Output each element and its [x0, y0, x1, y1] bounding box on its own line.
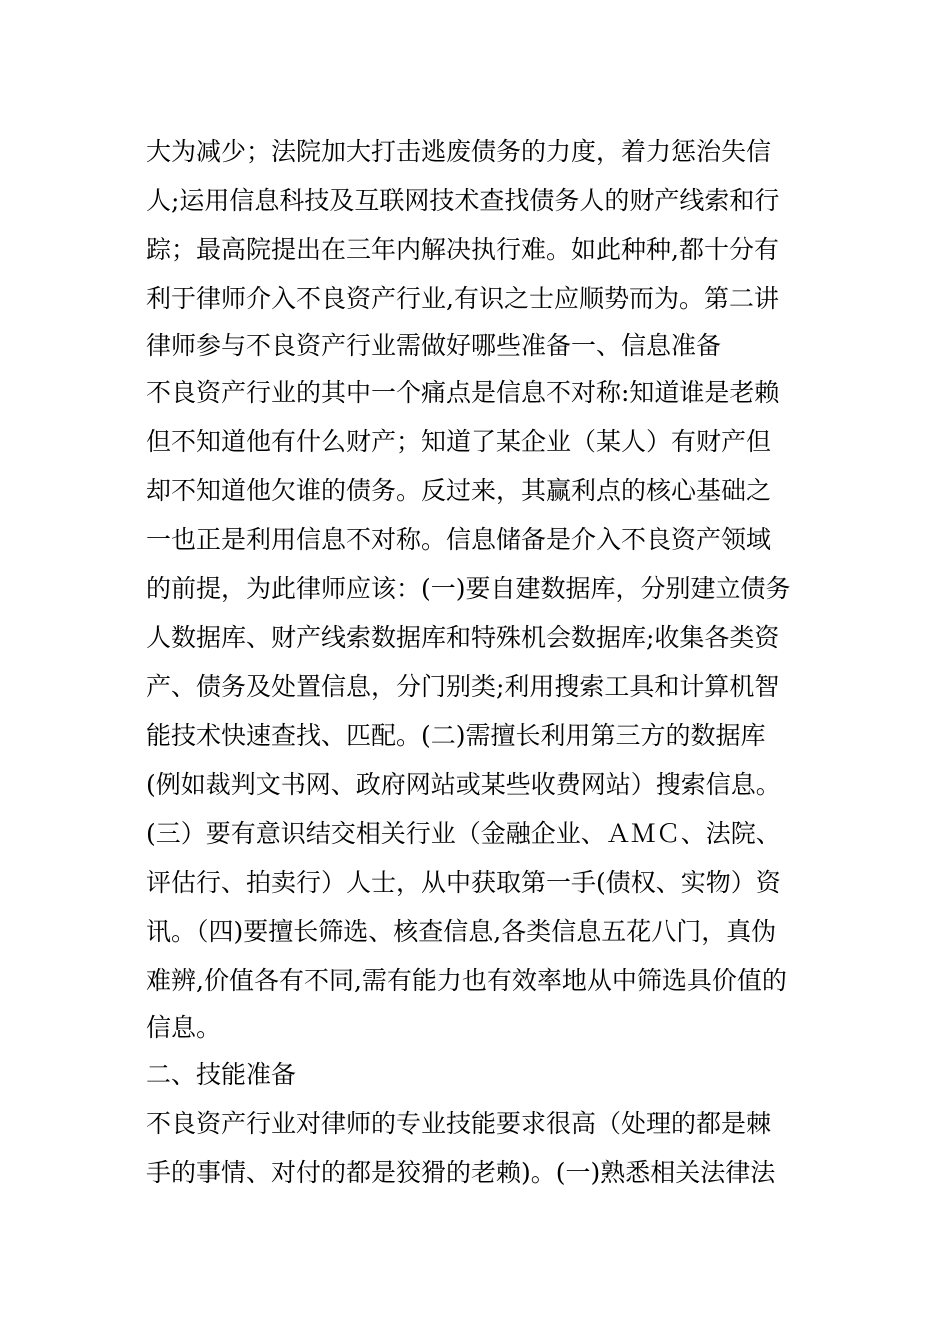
- text-line: 利于律师介入不良资产行业,有识之士应顺势而为。第二讲: [146, 284, 779, 313]
- text-line: (例如裁判文书网、政府网站或某些收费网站）搜索信息。: [146, 770, 781, 799]
- text-line: 不良资产行业对律师的专业技能要求很高（处理的都是棘: [146, 1109, 772, 1138]
- text-line: 人数据库、财产线索数据库和特殊机会数据库;收集各类资: [146, 623, 780, 652]
- text-line: 踪；最高院提出在三年内解决执行难。如此种种,都十分有: [146, 235, 779, 264]
- text-line: 信息。: [146, 1013, 222, 1042]
- text-line: 能技术快速查找、匹配。(二)需擅长利用第三方的数据库: [146, 721, 766, 750]
- text-line: 不良资产行业的其中一个痛点是信息不对称:知道谁是老赖: [146, 378, 780, 407]
- text-line: 一也正是利用信息不对称。信息储备是介入不良资产领域: [146, 525, 772, 554]
- text-line: 难辨,价值各有不同,需有能力也有效率地从中筛选具价值的: [146, 966, 787, 995]
- text-line: 讯。（四)要擅长筛选、核查信息,各类信息五花八门，真伪: [146, 917, 777, 946]
- text-line: 手的事情、对付的都是狡猾的老赖)。(一)熟悉相关法律法: [146, 1158, 776, 1187]
- text-line: 大为减少；法院加大打击逃废债务的力度，着力惩治失信: [146, 137, 772, 166]
- text-line: 人;运用信息科技及互联网技术查找债务人的财产线索和行: [146, 186, 780, 215]
- text-line: 却不知道他欠谁的债务。反过来，其赢利点的核心基础之: [146, 476, 772, 505]
- text-line: 评估行、拍卖行）人士，从中获取第一手(债权、实物）资: [146, 868, 781, 897]
- section-heading: 二、技能准备: [146, 1060, 297, 1089]
- text-line: 但不知道他有什么财产；知道了某企业（某人）有财产但: [146, 427, 772, 456]
- text-line: 的前提，为此律师应该：(一)要自建数据库，分别建立债务: [146, 574, 791, 603]
- text-line: 律师参与不良资产行业需做好哪些准备一、信息准备: [146, 331, 722, 360]
- document-body: [146, 127, 806, 1197]
- text-line: (三）要有意识结交相关行业（金融企业、ＡＭＣ、法院、: [146, 819, 781, 848]
- text-line: 产、债务及处置信息，分门别类;利用搜索工具和计算机智: [146, 672, 780, 701]
